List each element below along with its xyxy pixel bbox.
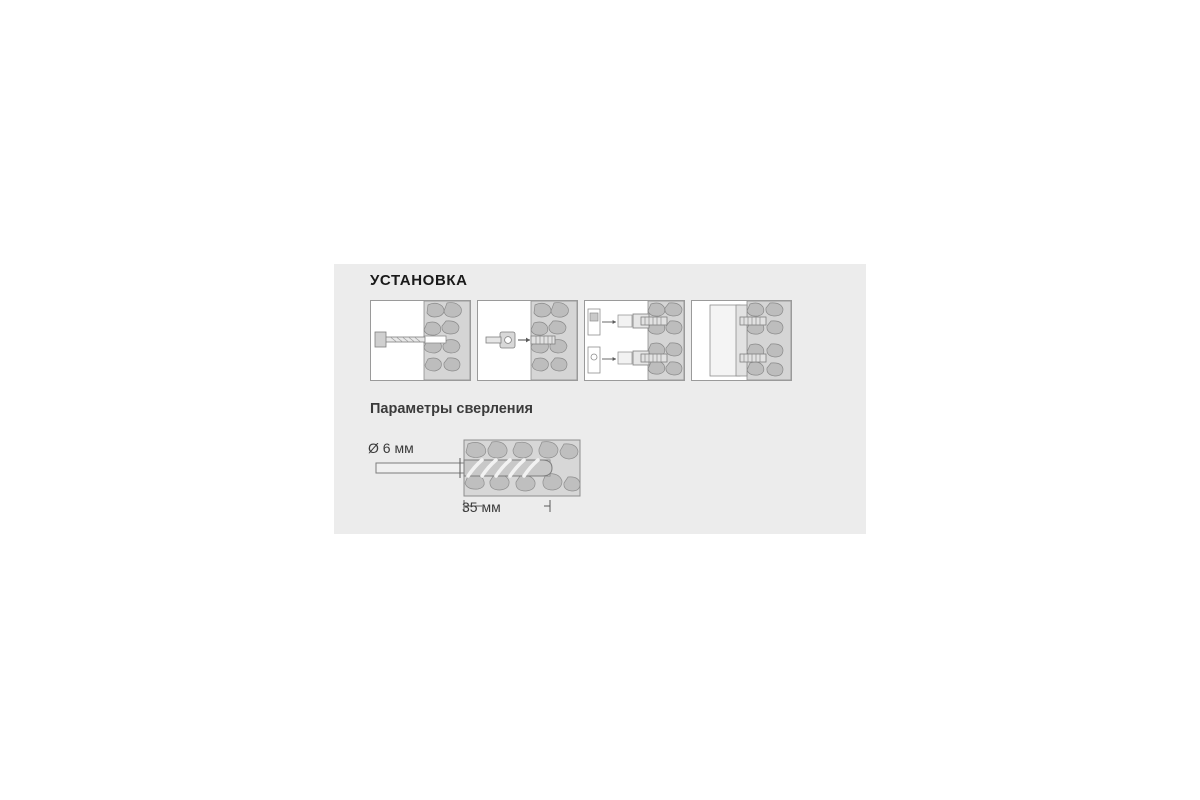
page-title: УСТАНОВКА <box>370 272 468 289</box>
step-3-illustration <box>585 301 684 380</box>
installation-steps <box>370 300 792 381</box>
drill-diameter-label: Ø 6 мм <box>368 440 414 456</box>
step-1-illustration <box>371 301 470 380</box>
drill-length-label: 35 мм <box>462 499 501 515</box>
step-2-illustration <box>478 301 577 380</box>
step-2-clean-hole <box>477 300 578 381</box>
step-4-illustration <box>692 301 791 380</box>
step-4-tighten-screw <box>691 300 792 381</box>
step-1-drill-hole <box>370 300 471 381</box>
step-3-insert-anchor <box>584 300 685 381</box>
drilling-parameters-title: Параметры сверления <box>370 401 533 417</box>
installation-panel <box>334 264 866 534</box>
